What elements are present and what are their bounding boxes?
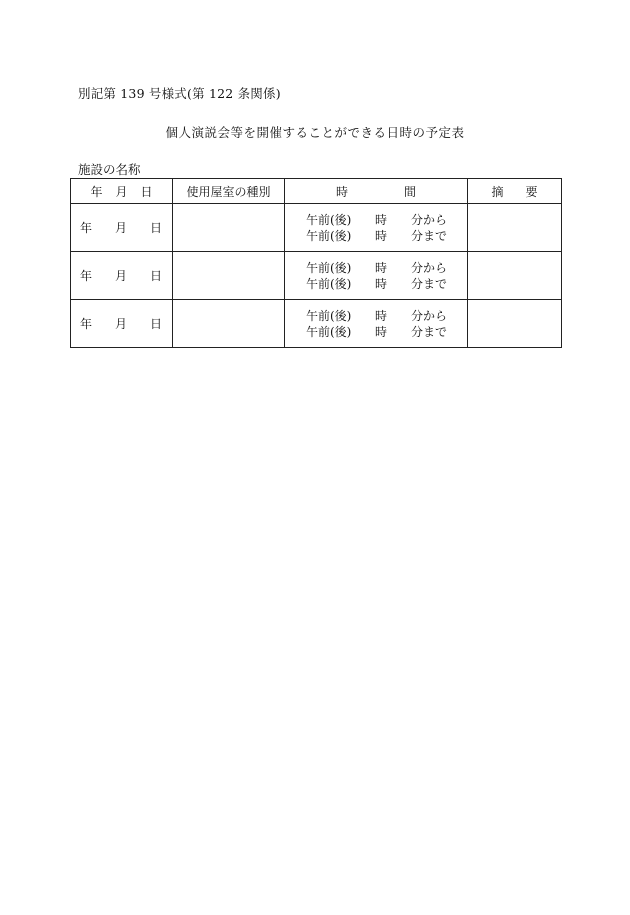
- from-hour: 時: [375, 212, 388, 227]
- time-cell[interactable]: [285, 252, 468, 300]
- date-day: 日: [149, 221, 162, 235]
- date-year: 年: [80, 269, 93, 283]
- date-month: 月: [114, 317, 127, 331]
- header-time-char-2: 間: [403, 184, 416, 199]
- form-reference: 別記第 139 号様式(第 122 条関係): [78, 86, 281, 101]
- time-to-line: [306, 324, 467, 340]
- remarks-cell[interactable]: [468, 300, 562, 348]
- time-to-line: [306, 276, 467, 292]
- date-cell[interactable]: [71, 300, 173, 348]
- date-cell[interactable]: [71, 204, 173, 252]
- header-time-char-1: 時: [336, 184, 349, 199]
- schedule-table: [70, 178, 562, 348]
- date-year: 年: [80, 317, 93, 331]
- date-month: 月: [114, 269, 127, 283]
- to-ampm: 午前(後): [306, 324, 352, 339]
- header-row: [71, 179, 562, 204]
- facility-name-label: 施設の名称: [78, 162, 141, 177]
- to-hour: 時: [375, 276, 388, 291]
- header-time: [285, 179, 468, 204]
- remarks-cell[interactable]: [468, 204, 562, 252]
- table-row: [71, 204, 562, 252]
- date-day: 日: [149, 269, 162, 283]
- from-ampm: 午前(後): [306, 212, 352, 227]
- table-row: [71, 252, 562, 300]
- to-hour: 時: [375, 228, 388, 243]
- from-minute: 分から: [411, 308, 448, 323]
- from-ampm: 午前(後): [306, 308, 352, 323]
- room-type-cell[interactable]: [173, 300, 285, 348]
- from-ampm: 午前(後): [306, 260, 352, 275]
- date-cell[interactable]: [71, 252, 173, 300]
- to-minute: 分まで: [411, 276, 448, 291]
- date-year: 年: [80, 221, 93, 235]
- date-month: 月: [114, 221, 127, 235]
- remarks-cell[interactable]: [468, 252, 562, 300]
- from-minute: 分から: [411, 212, 448, 227]
- to-ampm: 午前(後): [306, 228, 352, 243]
- time-cell[interactable]: [285, 204, 468, 252]
- time-cell[interactable]: [285, 300, 468, 348]
- header-remarks-char-2: 要: [525, 184, 538, 199]
- date-day: 日: [149, 317, 162, 331]
- room-type-cell[interactable]: [173, 204, 285, 252]
- header-room-type: 使用屋室の種別: [173, 179, 285, 204]
- header-date-day: 日: [140, 184, 153, 199]
- time-from-line: [306, 212, 467, 228]
- from-minute: 分から: [411, 260, 448, 275]
- to-minute: 分まで: [411, 324, 448, 339]
- to-hour: 時: [375, 324, 388, 339]
- header-date-month: 月: [115, 184, 128, 199]
- header-date: [71, 179, 173, 204]
- from-hour: 時: [375, 260, 388, 275]
- document-title: 個人演説会等を開催することができる日時の予定表: [165, 125, 465, 140]
- table-row: [71, 300, 562, 348]
- to-minute: 分まで: [411, 228, 448, 243]
- room-type-cell[interactable]: [173, 252, 285, 300]
- time-from-line: [306, 308, 467, 324]
- to-ampm: 午前(後): [306, 276, 352, 291]
- header-remarks: [468, 179, 562, 204]
- time-to-line: [306, 228, 467, 244]
- from-hour: 時: [375, 308, 388, 323]
- time-from-line: [306, 260, 467, 276]
- header-remarks-char-1: 摘: [491, 184, 504, 199]
- header-date-year: 年: [90, 184, 103, 199]
